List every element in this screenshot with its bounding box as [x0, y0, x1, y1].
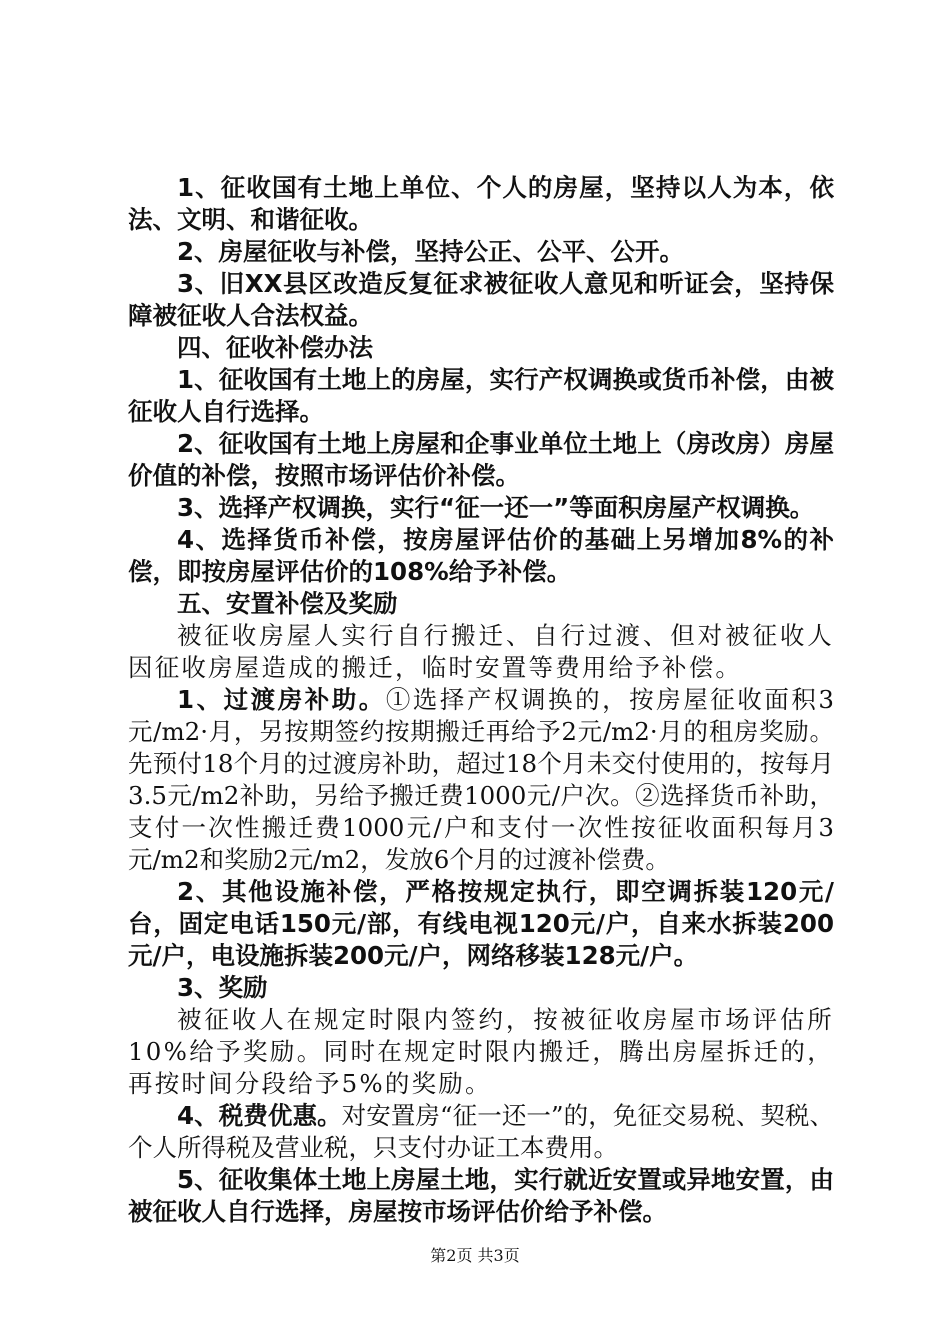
paragraph: 1、征收国有土地上的房屋，实行产权调换或货币补偿，由被征收人自行选择。 [128, 365, 834, 426]
paragraph: 被征收房屋人实行自行搬迁、自行过渡、但对被征收人因征收房屋造成的搬迁，临时安置等费用给予补偿。 [128, 621, 834, 682]
paragraph-text: 对安置房“征一还一”的，免征交易税、契税、个人所得税及营业税，只支付办证工本费用。 [128, 1101, 834, 1162]
document-body [128, 172, 834, 1228]
paragraph: 2、征收国有土地上房屋和企事业单位土地上（房改房）房屋价值的补偿，按照市场评估价补偿。 [128, 429, 834, 490]
paragraph: 3、奖励 [177, 973, 268, 1002]
paragraph: 5、征收集体土地上房屋土地，实行就近安置或异地安置，由被征收人自行选择，房屋按市场评估价给予补偿。 [128, 1165, 834, 1226]
paragraph-lead: 4、税费优惠。 [177, 1101, 342, 1130]
paragraph: 2、其他设施补偿，严格按规定执行，即空调拆装120元/台，固定电话150元/部，有线电视120元/户，自来水拆装200元/户，电设施拆装200元/户，网络移装128元/户。 [128, 877, 834, 970]
paragraph: 3、选择产权调换，实行“征一还一”等面积房屋产权调换。 [177, 493, 815, 522]
section-heading: 五、安置补偿及奖励 [177, 589, 398, 618]
paragraph: 2、房屋征收与补偿，坚持公正、公平、公开。 [177, 237, 685, 266]
paragraph-lead: 1、过渡房补助。 [177, 685, 386, 714]
paragraph: 1、征收国有土地上单位、个人的房屋，坚持以人为本，依法、文明、和谐征收。 [128, 173, 834, 234]
paragraph: 3、旧XX县区改造反复征求被征收人意见和听证会，坚持保障被征收人合法权益。 [128, 269, 834, 330]
paragraph [128, 684, 834, 876]
page-footer: 第2页 共3页 [430, 1246, 520, 1265]
section-heading: 四、征收补偿办法 [177, 333, 373, 362]
paragraph-text: ①选择产权调换的，按房屋征收面积3元/m2·月，另按期签约按期搬迁再给予2元/m2·月的租房奖励。先预付18个月的过渡房补助，超过18个月未交付使用的，按每月3.5元/m2补助，另给予搬迁费1000元/户次。②选择货币补助，支付一次性搬迁费1000元/户和支付一次性按征收面积每月3元/m2和奖励2元/m2，发放6个月的过渡补偿费。 [128, 685, 835, 874]
paragraph: 被征收人在规定时限内签约，按被征收房屋市场评估所10%给予奖励。同时在规定时限内搬迁，腾出房屋拆迁的，再按时间分段给予5%的奖励。 [128, 1005, 834, 1098]
paragraph: 4、选择货币补偿，按房屋评估价的基础上另增加8%的补偿，即按房屋评估价的108%给予补偿。 [128, 525, 834, 586]
paragraph [128, 1100, 834, 1164]
